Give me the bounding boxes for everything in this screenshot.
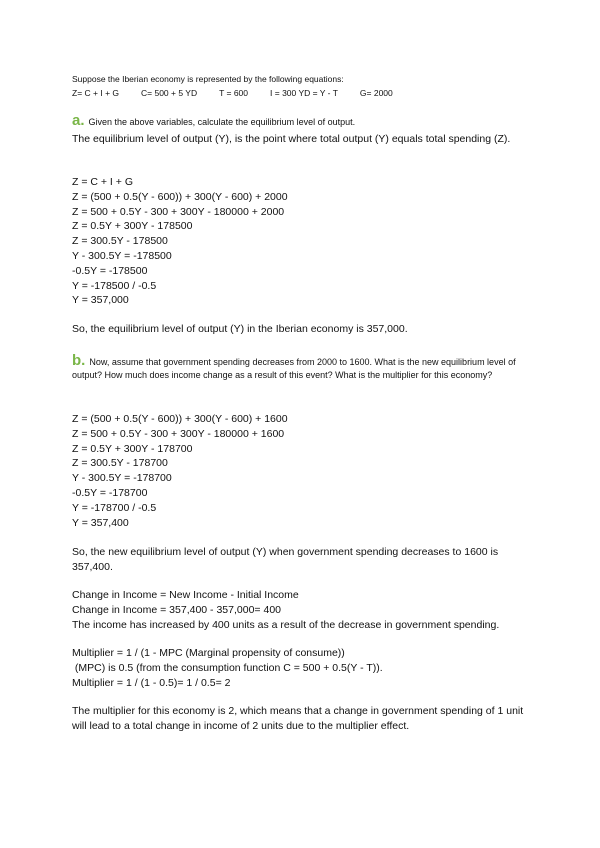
question-b bbox=[72, 354, 532, 382]
multiplier-line: Multiplier = 1 / (1 - 0.5)= 1 / 0.5= 2 bbox=[72, 676, 231, 689]
final-text: The multiplier for this economy is 2, which means that a change in government spending of 1 unit will lead to a total change in income of 2 units due to the multiplier effect. bbox=[72, 705, 524, 732]
intro-lead: Suppose the Iberian economy is represented by the following equations: bbox=[72, 74, 344, 84]
change-line: Change in Income = 357,400 - 357,000= 400 bbox=[72, 603, 281, 616]
question-a-text: Given the above variables, calculate the equilibrium level of output. bbox=[88, 117, 356, 127]
step-line: Y = 357,400 bbox=[72, 516, 129, 529]
definition-text: The equilibrium level of output (Y), is the point where total output (Y) equals total spending (Z). bbox=[72, 133, 511, 145]
step-line: Z = 500 + 0.5Y - 300 + 300Y - 180000 + 1600 bbox=[72, 427, 285, 440]
question-a bbox=[72, 114, 532, 129]
step-line: Z = 0.5Y + 300Y - 178700 bbox=[72, 442, 193, 455]
step-line: Z = (500 + 0.5(Y - 600)) + 300(Y - 600) + 2000 bbox=[72, 190, 288, 203]
steps-a bbox=[72, 175, 532, 308]
step-line: Z = (500 + 0.5(Y - 600)) + 300(Y - 600) + 1600 bbox=[72, 413, 288, 425]
question-a-letter: a. bbox=[72, 112, 85, 129]
step-line: Z = C + I + G bbox=[72, 176, 133, 188]
step-line: -0.5Y = -178500 bbox=[72, 264, 148, 277]
intro bbox=[72, 72, 542, 100]
step-line: Y = 357,000 bbox=[72, 294, 129, 307]
step-line: Z = 300.5Y - 178500 bbox=[72, 235, 168, 248]
equation: I = 300 YD = Y - T bbox=[270, 88, 338, 98]
step-line: -0.5Y = -178700 bbox=[72, 486, 148, 499]
steps-b bbox=[72, 412, 532, 530]
step-line: Y - 300.5Y = -178700 bbox=[72, 472, 172, 485]
step-line: Y - 300.5Y = -178500 bbox=[72, 249, 172, 262]
equation: C= 500 + 5 YD bbox=[141, 88, 198, 98]
change-line: Change in Income = New Income - Initial Income bbox=[72, 589, 299, 601]
conclusion-text: So, the new equilibrium level of output (Y) when government spending decreases to 1600 is 357,400. bbox=[72, 546, 499, 573]
step-line: Y = -178700 / -0.5 bbox=[72, 501, 157, 514]
multiplier-line: (MPC) is 0.5 (from the consumption function C = 500 + 0.5(Y - T)). bbox=[72, 661, 383, 674]
step-line: Z = 300.5Y - 178700 bbox=[72, 457, 168, 470]
change-line: The income has increased by 400 units as a result of the decrease in government spending. bbox=[72, 618, 500, 631]
question-b-letter: b. bbox=[72, 352, 86, 369]
step-line: Z = 0.5Y + 300Y - 178500 bbox=[72, 220, 193, 233]
step-line: Z = 500 + 0.5Y - 300 + 300Y - 180000 + 2000 bbox=[72, 205, 285, 218]
multiplier-calc bbox=[72, 646, 532, 690]
conclusion-text: So, the equilibrium level of output (Y) in the Iberian economy is 357,000. bbox=[72, 323, 408, 335]
income-change bbox=[72, 588, 532, 632]
step-line: Y = -178500 / -0.5 bbox=[72, 279, 157, 292]
equation: Z= C + I + G bbox=[72, 88, 120, 98]
final-statement bbox=[72, 704, 532, 734]
intro-equations bbox=[72, 86, 542, 100]
equation: G= 2000 bbox=[359, 88, 393, 98]
conclusion-b bbox=[72, 545, 532, 575]
conclusion-a bbox=[72, 322, 532, 337]
definition-a bbox=[72, 132, 532, 147]
multiplier-line: Multiplier = 1 / (1 - MPC (Marginal propensity of consume)) bbox=[72, 647, 345, 659]
equation: T = 600 bbox=[219, 88, 249, 98]
question-b-text: Now, assume that government spending decreases from 2000 to 1600. What is the new equilibrium level of output? How much does income change as a result of this event? What is the multiplier for this economy? bbox=[72, 357, 516, 380]
